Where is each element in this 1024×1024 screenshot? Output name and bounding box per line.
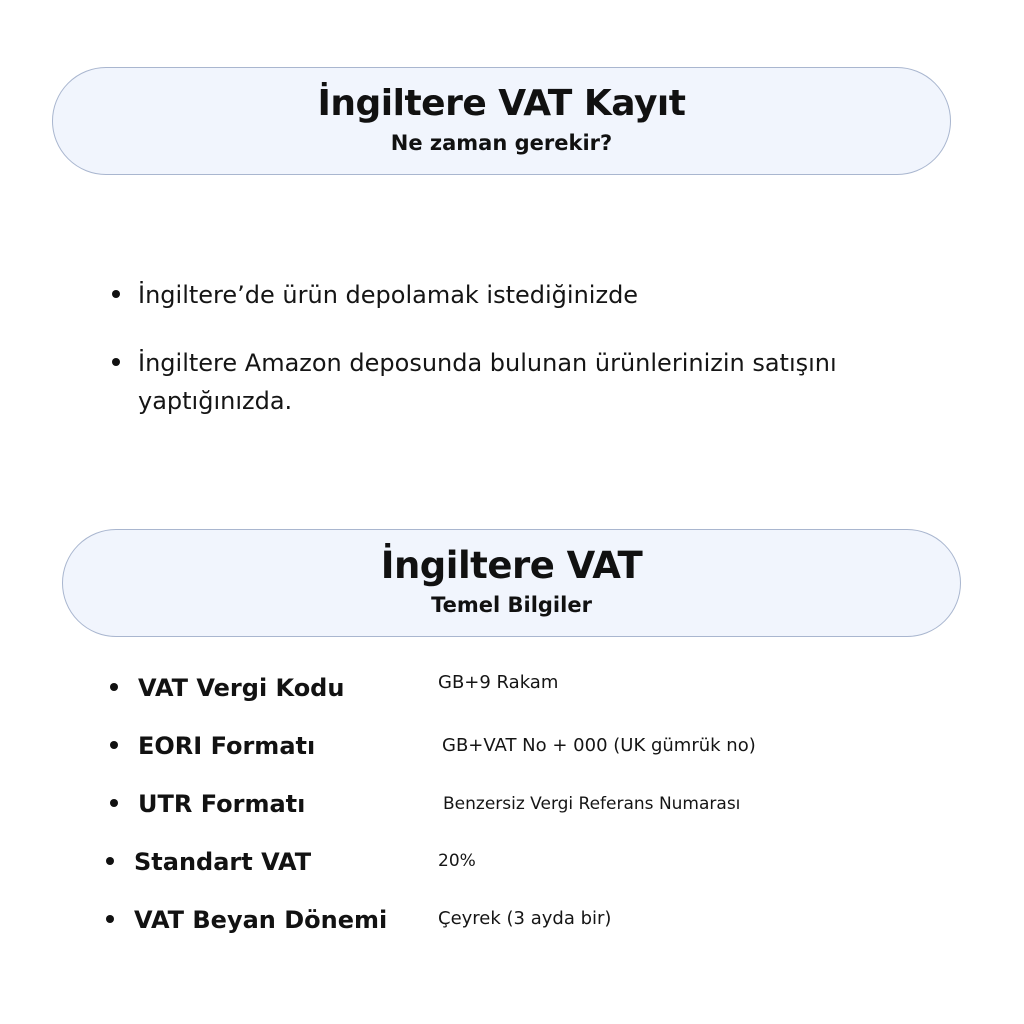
bullet-dot-icon xyxy=(106,857,114,865)
info-label: EORI Formatı xyxy=(138,732,316,760)
bullet-dot-icon xyxy=(110,799,118,807)
info-row-standard-vat xyxy=(104,842,924,882)
list-item xyxy=(110,344,910,420)
info-value: Çeyrek (3 ayda bir) xyxy=(438,908,612,929)
bullet-dot-icon xyxy=(112,290,120,298)
section2-title: İngiltere VAT xyxy=(380,544,643,587)
bullet-text: İngiltere Amazon deposunda bulunan ürünlerinizin satışını yaptığınızda. xyxy=(138,349,837,415)
info-row-eori xyxy=(108,726,928,766)
info-value: GB+9 Rakam xyxy=(438,672,559,693)
bullet-dot-icon xyxy=(112,358,120,366)
bullet-dot-icon xyxy=(110,741,118,749)
list-item xyxy=(110,276,910,314)
info-label: UTR Formatı xyxy=(138,790,306,818)
info-row-utr xyxy=(108,784,928,824)
info-label: Standart VAT xyxy=(134,848,312,876)
bullet-dot-icon xyxy=(110,683,118,691)
section1-title: İngiltere VAT Kayıt xyxy=(317,83,686,124)
info-value: 20% xyxy=(438,851,476,871)
section2-subtitle: Temel Bilgiler xyxy=(431,593,592,617)
section1-subtitle: Ne zaman gerekir? xyxy=(390,131,613,155)
bullet-dot-icon xyxy=(106,915,114,923)
info-value: GB+VAT No + 000 (UK gümrük no) xyxy=(442,735,756,756)
info-label: VAT Beyan Dönemi xyxy=(134,906,388,934)
section2-header xyxy=(62,529,961,637)
info-row-vat-code xyxy=(108,668,928,708)
section1-header xyxy=(52,67,951,175)
info-label: VAT Vergi Kodu xyxy=(138,674,345,702)
info-row-vat-filing-period xyxy=(104,900,924,940)
bullet-text: İngiltere’de ürün depolamak istediğinizde xyxy=(138,281,639,309)
info-value: Benzersiz Vergi Referans Numarası xyxy=(443,794,741,814)
section1-bullet-list xyxy=(110,276,910,420)
